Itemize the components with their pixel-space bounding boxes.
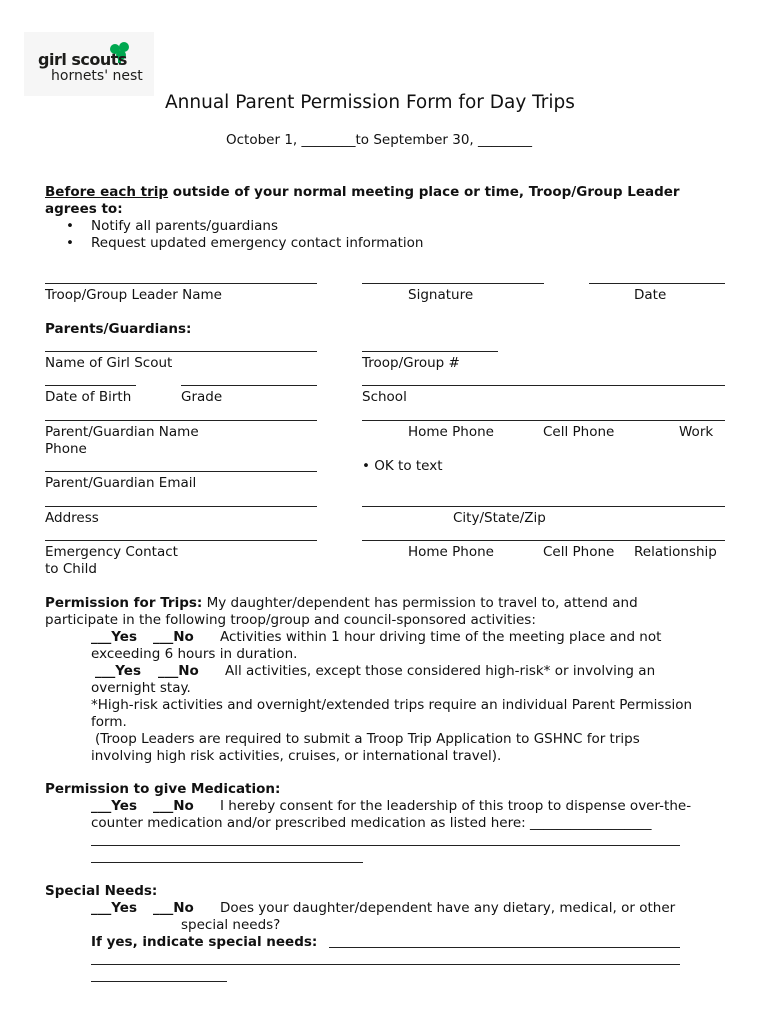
intro-lead-rest: outside of your normal meeting place or time, Troop/Group Leader <box>168 184 680 200</box>
date-label: Date <box>634 287 667 303</box>
trips-opt2-text: All activities, except those considered high-risk* or involving an <box>225 663 656 679</box>
phone-line[interactable] <box>362 420 725 421</box>
trips-note2b: involving high risk activities, cruises, or international travel). <box>91 748 502 764</box>
special-no[interactable]: ___No <box>153 900 194 916</box>
home-phone-label: Home Phone <box>408 424 494 440</box>
troop-number-line[interactable] <box>362 351 498 352</box>
special-line-1[interactable] <box>91 964 680 965</box>
trips-intro-line2: participate in the following troop/group and council-sponsored activities: <box>45 612 536 628</box>
leader-name-line[interactable] <box>45 283 317 284</box>
ok-to-text-label: • OK to text <box>362 458 443 474</box>
emergency-phone-line[interactable] <box>362 540 725 541</box>
special-text2: special needs? <box>181 917 281 933</box>
emergency-label: Emergency Contact <box>45 544 178 560</box>
leader-name-label: Troop/Group Leader Name <box>45 287 222 303</box>
trips-intro-rest: My daughter/dependent has permission to travel to, attend and <box>202 595 638 611</box>
parent-name-label: Parent/Guardian Name <box>45 424 199 440</box>
trips-opt2-text2: overnight stay. <box>91 680 191 696</box>
girl-name-line[interactable] <box>45 351 317 352</box>
signature-label: Signature <box>408 287 474 303</box>
trips-note2: (Troop Leaders are required to submit a Troop Trip Application to GSHNC for trips <box>95 731 640 747</box>
dob-line[interactable] <box>45 385 136 386</box>
cell-phone-label-2: Cell Phone <box>543 544 615 560</box>
trips-opt1-text: Activities within 1 hour driving time of the meeting place and not <box>220 629 662 645</box>
medication-yes[interactable]: ___Yes <box>91 798 137 814</box>
parent-phone-label: Phone <box>45 441 87 457</box>
intro-lead-underlined: Before each trip <box>45 184 169 200</box>
troop-number-label: Troop/Group # <box>362 355 460 371</box>
trips-opt1-no[interactable]: ___No <box>153 629 194 645</box>
cell-phone-label: Cell Phone <box>543 424 615 440</box>
trips-opt1-yes[interactable]: ___Yes <box>91 629 137 645</box>
special-line-0[interactable] <box>329 947 680 948</box>
special-line-2[interactable] <box>91 981 227 982</box>
bullet-icon: • <box>66 235 74 251</box>
email-line[interactable] <box>45 471 317 472</box>
medication-text: I hereby consent for the leadership of this troop to dispense over-the- <box>220 798 692 814</box>
medication-line-1[interactable] <box>91 845 680 846</box>
emergency-label-2: to Child <box>45 561 97 577</box>
work-label: Work <box>679 424 714 440</box>
address-label: Address <box>45 510 99 526</box>
home-phone-label-2: Home Phone <box>408 544 494 560</box>
parent-name-line[interactable] <box>45 420 317 421</box>
emergency-line[interactable] <box>45 540 317 541</box>
date-range: October 1, ________to September 30, ________ <box>226 132 533 148</box>
intro-bullet-1: Notify all parents/guardians <box>91 218 278 234</box>
city-state-zip-label: City/State/Zip <box>453 510 546 526</box>
trips-note1: *High-risk activities and overnight/extended trips require an individual Parent Permission <box>91 697 693 713</box>
medication-text2: counter medication and/or prescribed medication as listed here: __________________ <box>91 815 652 831</box>
bullet-icon: • <box>66 218 74 234</box>
medication-heading: Permission to give Medication: <box>45 781 281 797</box>
signature-line[interactable] <box>362 283 544 284</box>
intro-lead-line2: agrees to: <box>45 201 123 217</box>
trips-note1b: form. <box>91 714 127 730</box>
trips-opt1-text2: exceeding 6 hours in duration. <box>91 646 298 662</box>
special-yes[interactable]: ___Yes <box>91 900 137 916</box>
school-label: School <box>362 389 407 405</box>
intro-lead <box>45 184 680 201</box>
relationship-label: Relationship <box>634 544 717 560</box>
special-text: Does your daughter/dependent have any dietary, medical, or other <box>220 900 676 916</box>
dob-label: Date of Birth <box>45 389 132 405</box>
grade-line[interactable] <box>181 385 317 386</box>
date-line[interactable] <box>589 283 725 284</box>
intro-bullet-2: Request updated emergency contact information <box>91 235 424 251</box>
logo <box>24 32 154 96</box>
address-line[interactable] <box>45 506 317 507</box>
page-title: Annual Parent Permission Form for Day Trips <box>165 92 575 113</box>
medication-line-2[interactable] <box>91 862 363 863</box>
trips-intro <box>45 595 638 612</box>
trips-opt2-no[interactable]: ___No <box>158 663 199 679</box>
logo-line2: hornets' nest <box>51 68 143 84</box>
parents-heading: Parents/Guardians: <box>45 321 192 337</box>
trips-heading: Permission for Trips: <box>45 595 203 611</box>
trips-opt2-yes[interactable]: ___Yes <box>95 663 141 679</box>
girl-name-label: Name of Girl Scout <box>45 355 173 371</box>
medication-no[interactable]: ___No <box>153 798 194 814</box>
special-heading: Special Needs: <box>45 883 158 899</box>
logo-line1: girl scouts <box>38 50 127 69</box>
school-line[interactable] <box>362 385 725 386</box>
special-indicate: If yes, indicate special needs: <box>91 934 318 950</box>
grade-label: Grade <box>181 389 223 405</box>
city-state-zip-line[interactable] <box>362 506 725 507</box>
email-label: Parent/Guardian Email <box>45 475 197 491</box>
